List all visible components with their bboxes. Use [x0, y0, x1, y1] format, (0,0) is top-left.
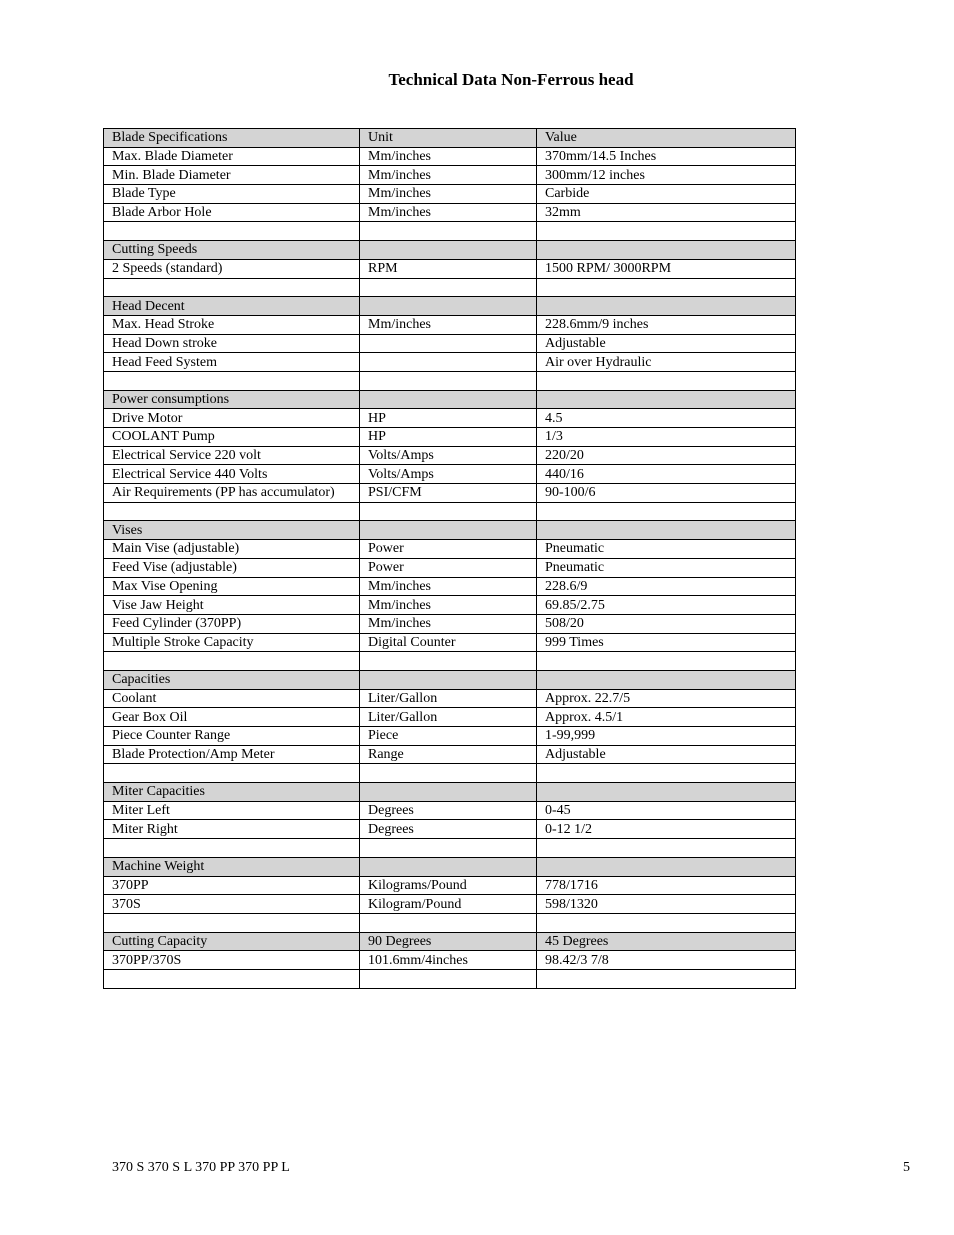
- unit-cell: Liter/Gallon: [360, 689, 537, 708]
- value-cell: [537, 839, 796, 858]
- table-row: [104, 465, 796, 484]
- value-cell: [537, 278, 796, 297]
- value-cell: 220/20: [537, 446, 796, 465]
- value-cell: 999 Times: [537, 633, 796, 652]
- unit-cell: [360, 222, 537, 241]
- table-row: [104, 951, 796, 970]
- blank-row: [104, 969, 796, 988]
- table-row: [104, 614, 796, 633]
- spec-name-cell: Gear Box Oil: [104, 708, 360, 727]
- value-cell: 370mm/14.5 Inches: [537, 147, 796, 166]
- table-row: [104, 334, 796, 353]
- value-cell: [537, 371, 796, 390]
- table-row: [104, 203, 796, 222]
- spec-name-cell: Head Feed System: [104, 353, 360, 372]
- section-header-row: [104, 129, 796, 148]
- value-cell: Adjustable: [537, 745, 796, 764]
- section-header-row: [104, 297, 796, 316]
- unit-cell: [360, 521, 537, 540]
- unit-cell: Mm/inches: [360, 203, 537, 222]
- value-cell: [537, 783, 796, 802]
- spec-name-cell: [104, 839, 360, 858]
- blank-row: [104, 913, 796, 932]
- spec-name-cell: Piece Counter Range: [104, 727, 360, 746]
- blank-row: [104, 371, 796, 390]
- table-row: [104, 708, 796, 727]
- section-header-row: [104, 521, 796, 540]
- value-cell: 598/1320: [537, 895, 796, 914]
- table-row: [104, 876, 796, 895]
- unit-cell: [360, 353, 537, 372]
- spec-name-cell: Coolant: [104, 689, 360, 708]
- value-cell: 90-100/6: [537, 484, 796, 503]
- value-cell: 45 Degrees: [537, 932, 796, 951]
- unit-cell: Mm/inches: [360, 577, 537, 596]
- value-cell: 778/1716: [537, 876, 796, 895]
- unit-cell: [360, 241, 537, 260]
- spec-name-cell: 370PP/370S: [104, 951, 360, 970]
- table-row: [104, 446, 796, 465]
- unit-cell: [360, 278, 537, 297]
- spec-name-cell: Head Down stroke: [104, 334, 360, 353]
- spec-name-cell: Electrical Service 440 Volts: [104, 465, 360, 484]
- unit-cell: [360, 390, 537, 409]
- spec-name-cell: [104, 222, 360, 241]
- spec-name-cell: [104, 969, 360, 988]
- page-title: Technical Data Non-Ferrous head: [388, 70, 634, 89]
- value-cell: 32mm: [537, 203, 796, 222]
- footer-model-list: 370 S 370 S L 370 PP 370 PP L: [112, 1160, 290, 1175]
- unit-cell: Kilogram/Pound: [360, 895, 537, 914]
- table-row: [104, 315, 796, 334]
- spec-name-cell: Vise Jaw Height: [104, 596, 360, 615]
- unit-cell: Unit: [360, 129, 537, 148]
- value-cell: [537, 390, 796, 409]
- value-cell: [537, 222, 796, 241]
- section-header-row: [104, 670, 796, 689]
- spec-name-cell: [104, 278, 360, 297]
- value-cell: [537, 652, 796, 671]
- unit-cell: Mm/inches: [360, 166, 537, 185]
- unit-cell: [360, 652, 537, 671]
- blank-row: [104, 652, 796, 671]
- spec-name-cell: Vises: [104, 521, 360, 540]
- unit-cell: Mm/inches: [360, 596, 537, 615]
- spec-name-cell: [104, 502, 360, 521]
- value-cell: Pneumatic: [537, 540, 796, 559]
- spec-name-cell: Main Vise (adjustable): [104, 540, 360, 559]
- table-row: [104, 147, 796, 166]
- unit-cell: [360, 969, 537, 988]
- table-row: [104, 596, 796, 615]
- unit-cell: Mm/inches: [360, 315, 537, 334]
- value-cell: [537, 913, 796, 932]
- unit-cell: Mm/inches: [360, 147, 537, 166]
- spec-name-cell: Miter Left: [104, 801, 360, 820]
- section-header-row: [104, 241, 796, 260]
- spec-name-cell: 2 Speeds (standard): [104, 259, 360, 278]
- blank-row: [104, 764, 796, 783]
- unit-cell: 101.6mm/4inches: [360, 951, 537, 970]
- value-cell: [537, 502, 796, 521]
- value-cell: [537, 297, 796, 316]
- unit-cell: Piece: [360, 727, 537, 746]
- spec-name-cell: [104, 764, 360, 783]
- unit-cell: [360, 371, 537, 390]
- section-header-row: [104, 390, 796, 409]
- table-row: [104, 745, 796, 764]
- unit-cell: Power: [360, 558, 537, 577]
- unit-cell: RPM: [360, 259, 537, 278]
- spec-name-cell: Drive Motor: [104, 409, 360, 428]
- unit-cell: Liter/Gallon: [360, 708, 537, 727]
- spec-name-cell: Capacities: [104, 670, 360, 689]
- value-cell: 1500 RPM/ 3000RPM: [537, 259, 796, 278]
- spec-name-cell: Miter Capacities: [104, 783, 360, 802]
- value-cell: Carbide: [537, 185, 796, 204]
- table-row: [104, 727, 796, 746]
- spec-name-cell: Power consumptions: [104, 390, 360, 409]
- value-cell: 0-45: [537, 801, 796, 820]
- technical-data-table: [103, 128, 796, 989]
- value-cell: 1-99,999: [537, 727, 796, 746]
- value-cell: [537, 764, 796, 783]
- unit-cell: Volts/Amps: [360, 446, 537, 465]
- value-cell: [537, 857, 796, 876]
- value-cell: 4.5: [537, 409, 796, 428]
- value-cell: Adjustable: [537, 334, 796, 353]
- unit-cell: [360, 913, 537, 932]
- table-row: [104, 185, 796, 204]
- spec-name-cell: Blade Arbor Hole: [104, 203, 360, 222]
- unit-cell: [360, 502, 537, 521]
- blank-row: [104, 502, 796, 521]
- table-row: [104, 558, 796, 577]
- spec-name-cell: 370S: [104, 895, 360, 914]
- table-row: [104, 540, 796, 559]
- spec-name-cell: Max. Blade Diameter: [104, 147, 360, 166]
- table-row: [104, 166, 796, 185]
- spec-name-cell: Blade Specifications: [104, 129, 360, 148]
- value-cell: 228.6/9: [537, 577, 796, 596]
- value-cell: Value: [537, 129, 796, 148]
- spec-name-cell: Blade Protection/Amp Meter: [104, 745, 360, 764]
- value-cell: Approx. 22.7/5: [537, 689, 796, 708]
- spec-name-cell: [104, 913, 360, 932]
- blank-row: [104, 278, 796, 297]
- unit-cell: Power: [360, 540, 537, 559]
- spec-name-cell: COOLANT Pump: [104, 428, 360, 447]
- unit-cell: Range: [360, 745, 537, 764]
- spec-name-cell: Min. Blade Diameter: [104, 166, 360, 185]
- table-row: [104, 353, 796, 372]
- unit-cell: HP: [360, 428, 537, 447]
- section-header-row: [104, 932, 796, 951]
- unit-cell: Volts/Amps: [360, 465, 537, 484]
- unit-cell: [360, 764, 537, 783]
- section-header-row: [104, 783, 796, 802]
- unit-cell: [360, 297, 537, 316]
- unit-cell: [360, 839, 537, 858]
- unit-cell: Digital Counter: [360, 633, 537, 652]
- table-row: [104, 633, 796, 652]
- value-cell: 440/16: [537, 465, 796, 484]
- unit-cell: HP: [360, 409, 537, 428]
- unit-cell: Kilograms/Pound: [360, 876, 537, 895]
- table-row: [104, 484, 796, 503]
- unit-cell: Degrees: [360, 801, 537, 820]
- spec-name-cell: Cutting Capacity: [104, 932, 360, 951]
- spec-name-cell: Feed Cylinder (370PP): [104, 614, 360, 633]
- table-row: [104, 409, 796, 428]
- blank-row: [104, 222, 796, 241]
- value-cell: 300mm/12 inches: [537, 166, 796, 185]
- table-row: [104, 577, 796, 596]
- spec-name-cell: Air Requirements (PP has accumulator): [104, 484, 360, 503]
- table-row: [104, 428, 796, 447]
- value-cell: [537, 521, 796, 540]
- unit-cell: [360, 857, 537, 876]
- value-cell: Pneumatic: [537, 558, 796, 577]
- blank-row: [104, 839, 796, 858]
- spec-name-cell: Max Vise Opening: [104, 577, 360, 596]
- value-cell: 98.42/3 7/8: [537, 951, 796, 970]
- page-number: 5: [903, 1160, 910, 1175]
- spec-name-cell: Cutting Speeds: [104, 241, 360, 260]
- spec-name-cell: Miter Right: [104, 820, 360, 839]
- spec-name-cell: Machine Weight: [104, 857, 360, 876]
- spec-name-cell: Max. Head Stroke: [104, 315, 360, 334]
- value-cell: 0-12 1/2: [537, 820, 796, 839]
- spec-name-cell: Multiple Stroke Capacity: [104, 633, 360, 652]
- section-header-row: [104, 857, 796, 876]
- value-cell: 228.6mm/9 inches: [537, 315, 796, 334]
- unit-cell: [360, 783, 537, 802]
- value-cell: [537, 969, 796, 988]
- table-row: [104, 895, 796, 914]
- spec-name-cell: [104, 652, 360, 671]
- value-cell: 1/3: [537, 428, 796, 447]
- spec-name-cell: 370PP: [104, 876, 360, 895]
- table-row: [104, 801, 796, 820]
- technical-data-table-body: [104, 129, 796, 989]
- table-row: [104, 689, 796, 708]
- value-cell: 69.85/2.75: [537, 596, 796, 615]
- value-cell: [537, 670, 796, 689]
- table-row: [104, 259, 796, 278]
- unit-cell: [360, 670, 537, 689]
- unit-cell: 90 Degrees: [360, 932, 537, 951]
- spec-name-cell: Electrical Service 220 volt: [104, 446, 360, 465]
- unit-cell: Degrees: [360, 820, 537, 839]
- spec-name-cell: Feed Vise (adjustable): [104, 558, 360, 577]
- unit-cell: PSI/CFM: [360, 484, 537, 503]
- spec-name-cell: Head Decent: [104, 297, 360, 316]
- spec-name-cell: Blade Type: [104, 185, 360, 204]
- value-cell: Air over Hydraulic: [537, 353, 796, 372]
- value-cell: 508/20: [537, 614, 796, 633]
- spec-name-cell: [104, 371, 360, 390]
- value-cell: Approx. 4.5/1: [537, 708, 796, 727]
- unit-cell: [360, 334, 537, 353]
- unit-cell: Mm/inches: [360, 185, 537, 204]
- value-cell: [537, 241, 796, 260]
- unit-cell: Mm/inches: [360, 614, 537, 633]
- table-row: [104, 820, 796, 839]
